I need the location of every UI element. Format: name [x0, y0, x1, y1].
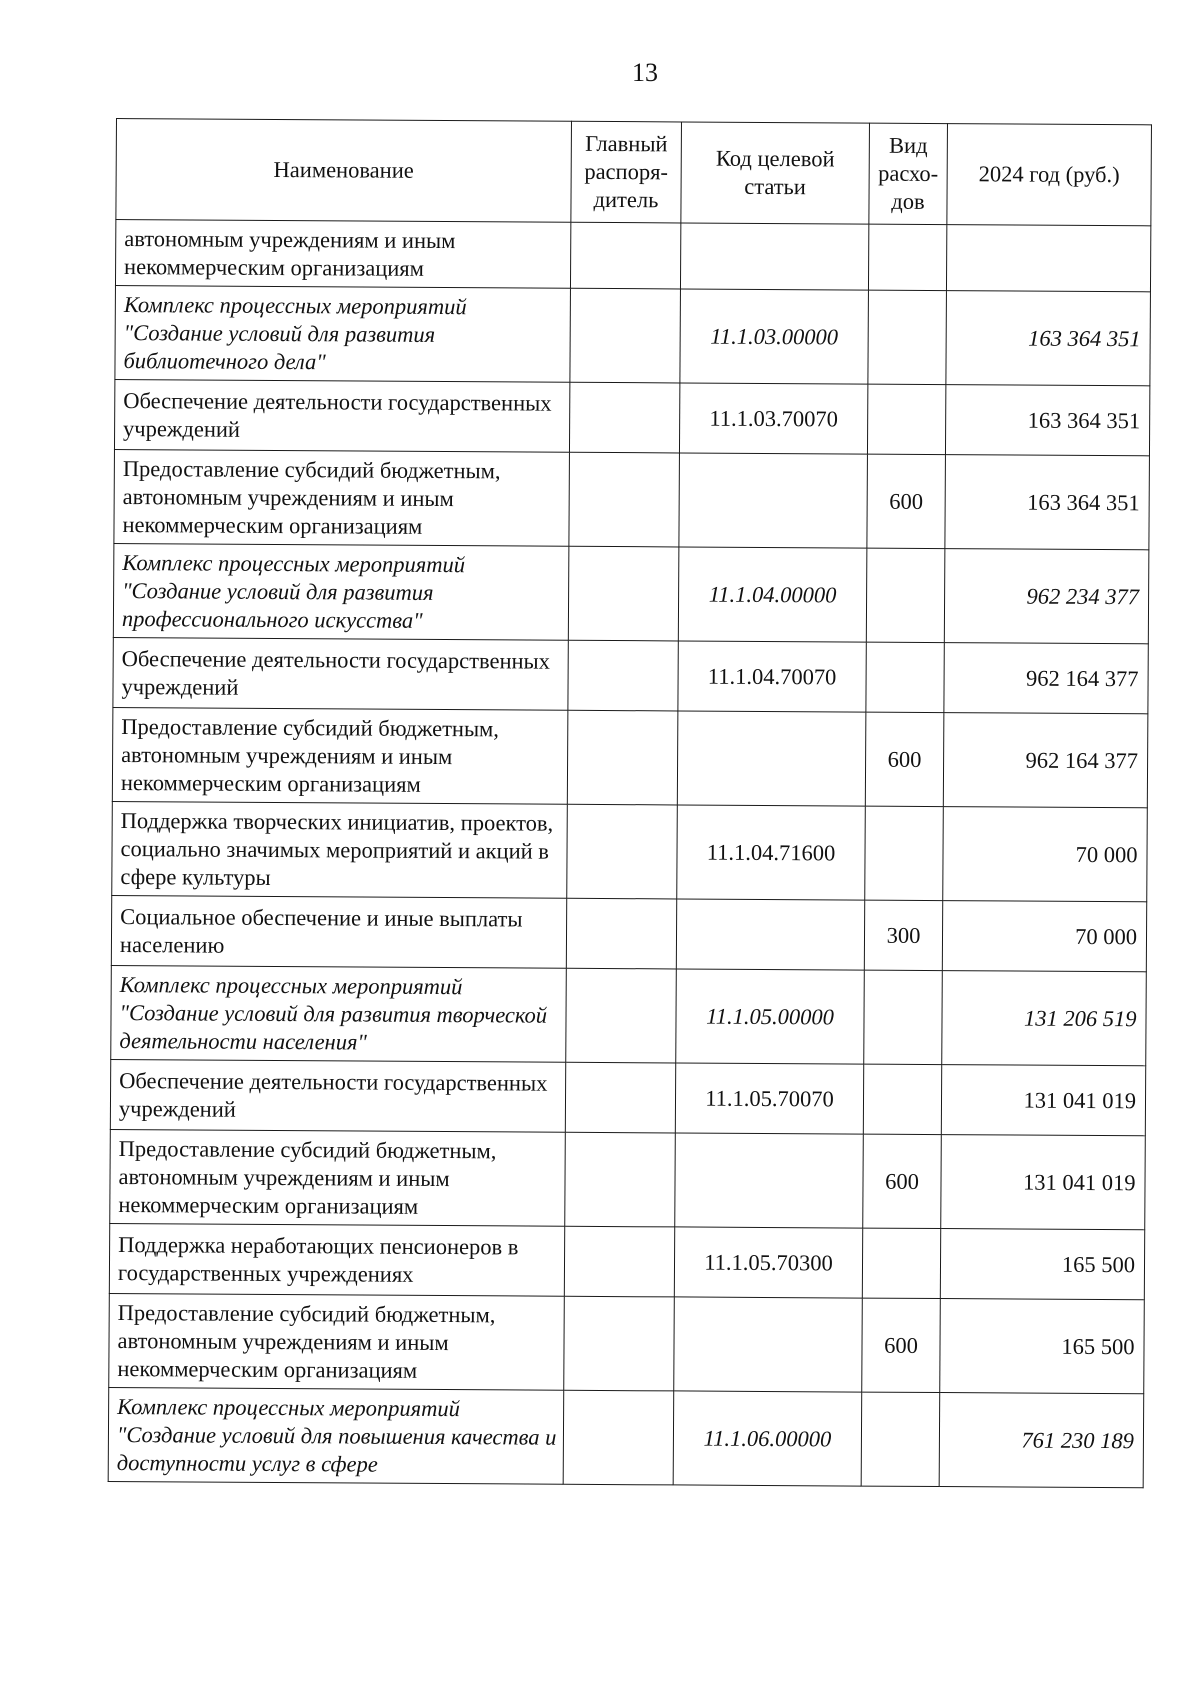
row-admin-cell: [570, 222, 680, 289]
row-name-cell: Комплекс процессных мероприятий "Создание условий для развития профессионального искусства": [113, 543, 569, 640]
header-name: Наименование: [116, 119, 572, 223]
table-row: [112, 801, 1148, 901]
row-admin-cell: [566, 968, 677, 1063]
row-code-cell: [675, 1133, 864, 1228]
row-name-cell: Предоставление субсидий бюджетным, автономным учреждениям и иным некоммерческим организациям: [110, 1129, 566, 1226]
row-name-cell: Комплекс процессных мероприятий "Создание условий для развития творческой деятельности населения": [111, 965, 567, 1062]
table-row: [115, 220, 1150, 292]
row-code-cell: [680, 223, 868, 290]
row-admin-cell: [570, 288, 681, 383]
row-name-cell: Социальное обеспечение и иные выплаты населению: [111, 895, 566, 968]
row-code-cell: [674, 1297, 863, 1392]
budget-table: [108, 118, 1152, 1488]
row-type-cell: [862, 1228, 940, 1298]
row-admin-cell: [563, 1390, 674, 1485]
row-amount-cell: [946, 225, 1150, 292]
row-admin-cell: [568, 640, 678, 711]
row-type-cell: [865, 806, 944, 900]
table-row: [114, 449, 1150, 549]
row-amount-cell: 163 364 351: [946, 291, 1151, 386]
row-amount-cell: 70 000: [942, 901, 1146, 972]
row-name-cell: Поддержка неработающих пенсионеров в государственных учреждениях: [109, 1223, 564, 1296]
row-code-cell: 11.1.04.71600: [677, 805, 866, 900]
row-type-cell: [866, 642, 944, 712]
row-name-cell: Поддержка творческих инициатив, проектов, социально значимых мероприятий и акций в сфере культуры: [112, 801, 568, 898]
row-type-cell: 600: [865, 712, 944, 806]
table-row: [108, 1387, 1144, 1487]
row-name-cell: Обеспечение деятельности государственных учреждений: [110, 1059, 565, 1132]
row-amount-cell: 165 500: [940, 1299, 1145, 1394]
row-code-cell: 11.1.05.70070: [675, 1063, 863, 1134]
row-code-cell: 11.1.03.00000: [680, 289, 869, 384]
row-name-cell: Обеспечение деятельности государственных учреждений: [113, 637, 568, 710]
row-admin-cell: [565, 1062, 675, 1133]
table-row: [113, 637, 1148, 713]
row-admin-cell: [564, 1226, 674, 1297]
row-type-cell: [868, 290, 947, 384]
row-code-cell: 11.1.05.70300: [674, 1227, 862, 1298]
row-type-cell: [863, 1064, 941, 1134]
row-type-cell: [866, 548, 945, 642]
row-type-cell: [868, 224, 946, 290]
row-amount-cell: 131 041 019: [941, 1065, 1145, 1136]
row-type-cell: [867, 384, 945, 454]
row-code-cell: 11.1.04.70070: [678, 641, 866, 712]
row-admin-cell: [569, 382, 679, 453]
row-admin-cell: [567, 710, 678, 805]
row-name-cell: Предоставление субсидий бюджетным, автономным учреждениям и иным некоммерческим организациям: [114, 449, 570, 546]
table-row: [109, 1293, 1145, 1393]
row-amount-cell: 962 234 377: [944, 549, 1149, 644]
header-type: Вид расхо-дов: [869, 123, 948, 224]
row-type-cell: 600: [867, 454, 946, 548]
row-code-cell: 11.1.06.00000: [673, 1391, 862, 1486]
row-admin-cell: [566, 898, 676, 969]
row-code-cell: 11.1.03.70070: [679, 383, 867, 454]
row-name-cell: Комплекс процессных мероприятий "Создание условий для повышения качества и доступности услуг в сфере: [108, 1387, 564, 1484]
row-admin-cell: [567, 804, 678, 899]
row-amount-cell: 962 164 377: [944, 643, 1148, 714]
row-amount-cell: 70 000: [943, 807, 1148, 902]
table-body: [108, 220, 1151, 1488]
row-amount-cell: 962 164 377: [943, 713, 1148, 808]
row-type-cell: 600: [862, 1298, 941, 1392]
row-code-cell: [676, 899, 864, 970]
header-admin: Главный распоря-дитель: [571, 121, 682, 223]
row-admin-cell: [568, 546, 679, 641]
row-name-cell: автономным учреждениям и иным некоммерческим организациям: [115, 220, 570, 289]
row-amount-cell: 131 206 519: [942, 971, 1147, 1066]
row-amount-cell: 131 041 019: [941, 1135, 1146, 1230]
table-row: [112, 707, 1148, 807]
row-amount-cell: 165 500: [940, 1229, 1144, 1300]
row-amount-cell: 761 230 189: [939, 1393, 1144, 1488]
row-amount-cell: 163 364 351: [945, 455, 1150, 550]
row-code-cell: [677, 711, 866, 806]
row-type-cell: 600: [863, 1134, 942, 1228]
table-row: [113, 543, 1149, 643]
row-admin-cell: [565, 1132, 676, 1227]
row-type-cell: [864, 970, 943, 1064]
table-row: [110, 1129, 1146, 1229]
table-row: [111, 965, 1147, 1065]
row-code-cell: [679, 453, 868, 548]
row-code-cell: 11.1.05.00000: [676, 969, 865, 1064]
table-row: [115, 285, 1151, 385]
row-name-cell: Предоставление субсидий бюджетным, автономным учреждениям и иным некоммерческим организациям: [109, 1293, 565, 1390]
row-amount-cell: 163 364 351: [945, 385, 1149, 456]
table-row: [114, 379, 1149, 455]
header-amount: 2024 год (руб.): [947, 124, 1152, 226]
row-code-cell: 11.1.04.00000: [678, 547, 867, 642]
row-admin-cell: [569, 452, 680, 547]
page-number: 13: [632, 58, 658, 87]
table-row: [110, 1059, 1145, 1135]
row-name-cell: Предоставление субсидий бюджетным, автономным учреждениям и иным некоммерческим организациям: [112, 707, 568, 804]
row-type-cell: 300: [864, 900, 942, 970]
row-name-cell: Комплекс процессных мероприятий "Создание условий для развития библиотечного дела": [115, 285, 571, 382]
header-code: Код целевой статьи: [681, 122, 870, 224]
row-type-cell: [861, 1392, 940, 1486]
row-admin-cell: [564, 1296, 675, 1391]
table-row: [111, 895, 1146, 971]
row-name-cell: Обеспечение деятельности государственных учреждений: [114, 379, 569, 452]
table-header-row: [116, 119, 1152, 226]
table-row: [109, 1223, 1144, 1299]
